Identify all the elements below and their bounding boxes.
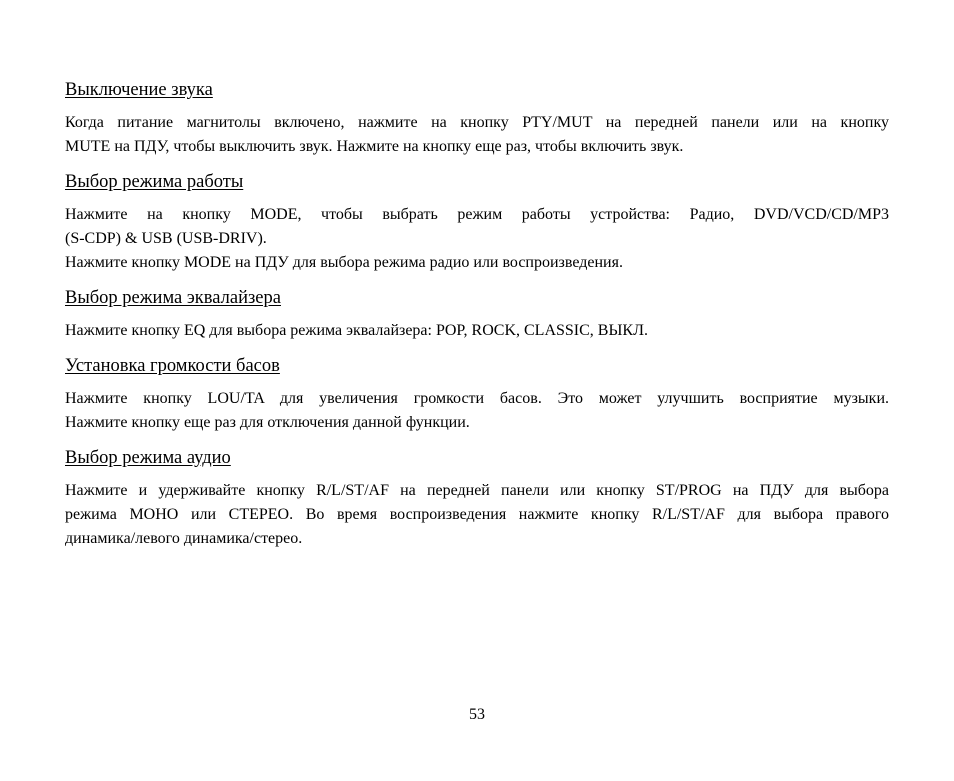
section-heading: Выключение звука — [65, 80, 213, 100]
text-line: MUTE на ПДУ, чтобы выключить звук. Нажмите на кнопку еще раз, чтобы включить звук. — [65, 138, 684, 155]
section-paragraph — [65, 319, 889, 343]
text-line: Нажмите и удерживайте кнопку R/L/ST/AF на передней панели или кнопку ST/PROG на ПДУ для выбора — [65, 482, 889, 499]
section-paragraph — [65, 203, 889, 275]
section-bass — [65, 354, 889, 435]
text-line: динамика/левого динамика/стерео. — [65, 530, 303, 547]
section-equalizer — [65, 286, 889, 343]
section-heading: Выбор режима эквалайзера — [65, 288, 281, 308]
section-heading: Выбор режима аудио — [65, 448, 231, 468]
text-line: Нажмите кнопку LOU/TA для увеличения громкости басов. Это может улучшить восприятие музыки. — [65, 390, 889, 407]
section-heading: Установка громкости басов — [65, 356, 280, 376]
text-line: Нажмите кнопку MODE на ПДУ для выбора режима радио или воспроизведения. — [65, 254, 623, 271]
text-line: Нажмите на кнопку MODE, чтобы выбрать режим работы устройства: Радио, DVD/VCD/CD/MP3 — [65, 206, 889, 223]
section-paragraph — [65, 479, 889, 551]
text-line: (S-CDP) & USB (USB-DRIV). — [65, 230, 267, 247]
text-line: Когда питание магнитолы включено, нажмите на кнопку PTY/MUT на передней панели или на кнопку — [65, 114, 889, 131]
section-audio — [65, 446, 889, 551]
section-paragraph — [65, 387, 889, 435]
text-line: режима МОНО или СТЕРЕО. Во время воспроизведения нажмите кнопку R/L/ST/AF для выбора правого — [65, 506, 889, 523]
section-mute — [65, 78, 889, 159]
text-line: Нажмите кнопку еще раз для отключения данной функции. — [65, 414, 470, 431]
section-paragraph — [65, 111, 889, 159]
section-heading: Выбор режима работы — [65, 172, 244, 192]
page-number: 53 — [469, 706, 485, 723]
page-content — [65, 78, 889, 562]
section-mode — [65, 170, 889, 275]
text-line: Нажмите кнопку EQ для выбора режима эквалайзера: POP, ROCK, CLASSIC, ВЫКЛ. — [65, 322, 648, 339]
